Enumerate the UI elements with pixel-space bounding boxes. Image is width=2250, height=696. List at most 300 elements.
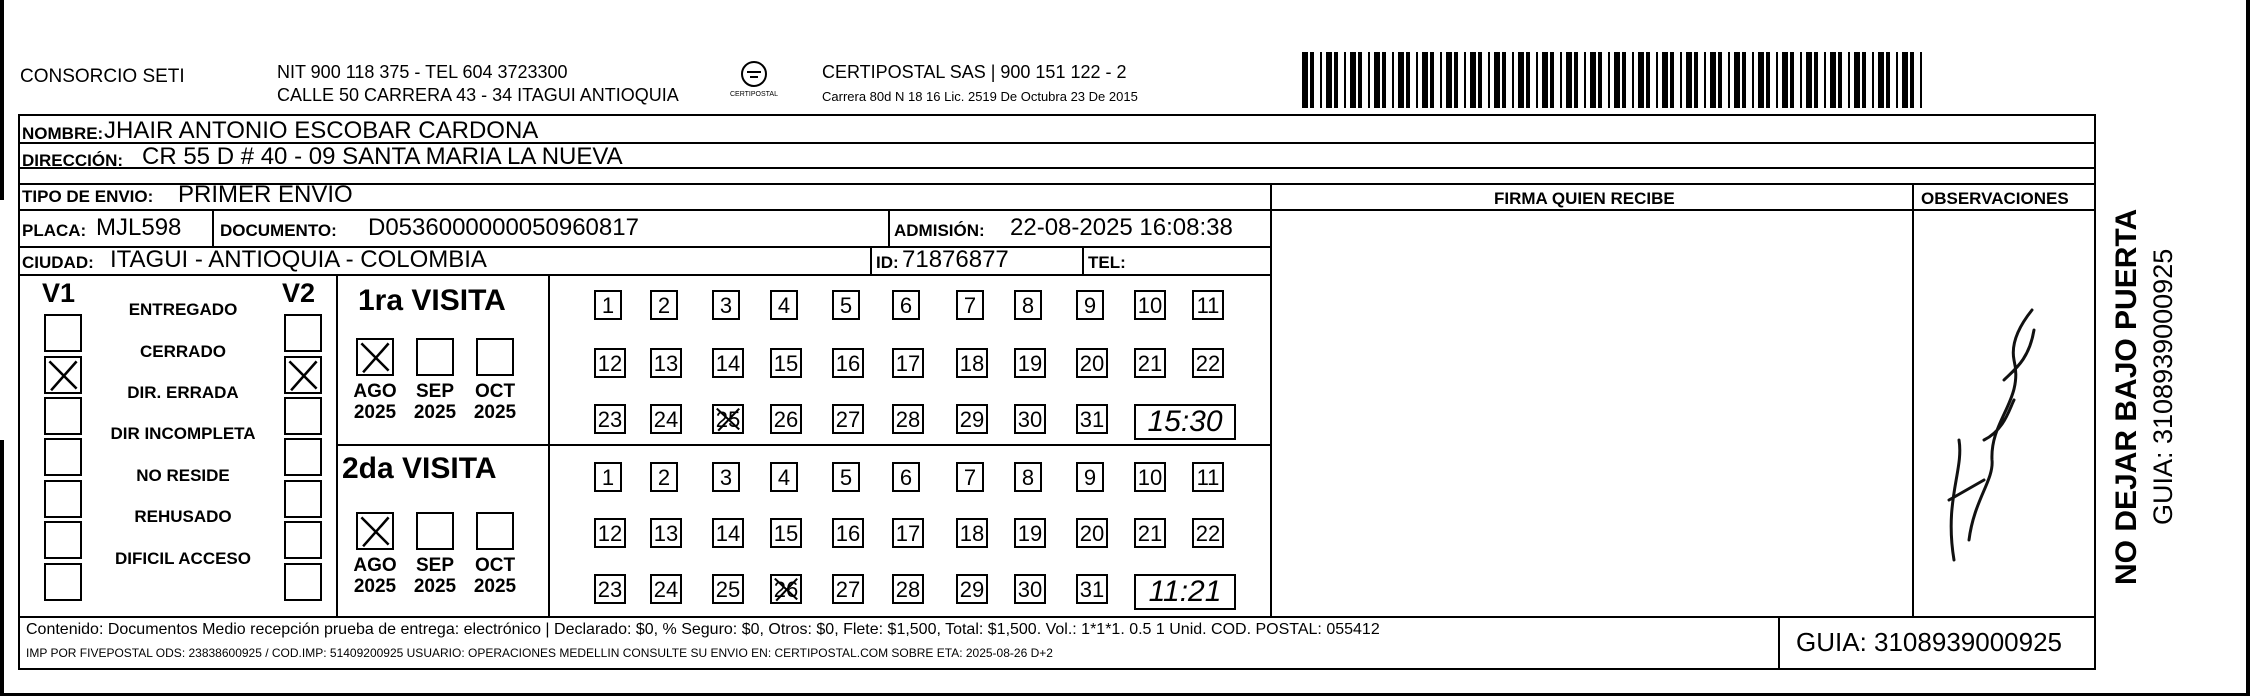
- day-number: 17: [895, 351, 921, 376]
- barcode-bar: [1350, 52, 1356, 108]
- col-divider: [1778, 616, 1780, 670]
- x-mark-icon: [46, 358, 80, 392]
- day-number: 30: [1017, 577, 1043, 602]
- day-number: 23: [597, 407, 623, 432]
- barcode-bar: [1742, 52, 1746, 108]
- id-label: ID:: [876, 253, 899, 272]
- barcode-bar: [1830, 52, 1836, 108]
- day-number: 27: [835, 577, 861, 602]
- status-label: DIR INCOMPLETA: [110, 424, 256, 443]
- barcode-bar: [1494, 52, 1500, 108]
- day-number: 19: [1017, 351, 1043, 376]
- barcode-bar: [1776, 52, 1778, 108]
- nombre-value: JHAIR ANTONIO ESCOBAR CARDONA: [104, 117, 539, 144]
- barcode-bar: [1662, 52, 1668, 108]
- status-label: DIFICIL ACCESO: [114, 549, 251, 568]
- barcode-bar: [1886, 52, 1890, 108]
- month-label: [405, 381, 465, 423]
- day-number: 12: [597, 521, 623, 546]
- day-cell[interactable]: [712, 462, 740, 492]
- barcode-bar: [1680, 52, 1682, 108]
- month-checkbox[interactable]: [416, 512, 454, 550]
- month-name: OCT: [474, 555, 516, 576]
- day-cell[interactable]: [712, 348, 744, 378]
- imp-line: IMP POR FIVEPOSTAL ODS: 23838600925 / COD.IMP: 51409200925 USUARIO: OPERACIONES MEDELLIN CONSULTE SU ENVIO EN: CERTIPOSTAL.COM SOBRE ETA: 2025-08-26 D+2: [26, 646, 1053, 660]
- day-number: 28: [895, 407, 921, 432]
- day-number: 20: [1079, 351, 1105, 376]
- day-number: 22: [1195, 351, 1221, 376]
- barcode-bar: [1374, 52, 1380, 108]
- no-dejar-bajo-puerta: NO DEJAR BAJO PUERTA: [2110, 208, 2143, 585]
- barcode-bar: [1406, 52, 1410, 108]
- day-cell[interactable]: [1014, 462, 1042, 492]
- barcode-bar: [1344, 52, 1346, 108]
- barcode-bar: [1646, 52, 1650, 108]
- barcode-bar: [1560, 52, 1562, 108]
- footer-guia: GUIA: 3108939000925: [1796, 627, 2062, 657]
- tel-label: TEL:: [1088, 253, 1126, 272]
- month-label: [465, 381, 525, 423]
- day-cell[interactable]: [1014, 574, 1046, 604]
- day-number: 26: [773, 407, 799, 432]
- day-cell[interactable]: [1076, 404, 1108, 434]
- barcode-bar: [1848, 52, 1850, 108]
- barcode-bar: [1392, 52, 1394, 108]
- day-number: 25: [715, 577, 741, 602]
- v2-checkbox[interactable]: [284, 314, 322, 352]
- tipo-envio-value: PRIMER ENVIO: [178, 181, 353, 208]
- col-divider: [548, 274, 550, 616]
- month-checkbox[interactable]: [356, 338, 394, 376]
- day-cell[interactable]: [1134, 462, 1166, 492]
- barcode-bar: [1766, 52, 1770, 108]
- barcode-bar: [1862, 52, 1866, 108]
- day-cell[interactable]: [1076, 348, 1108, 378]
- day-cell[interactable]: [770, 404, 802, 434]
- month-label: [405, 555, 465, 597]
- status-label: ENTREGADO: [128, 300, 238, 319]
- col-divider: [336, 274, 338, 616]
- v1-checkbox[interactable]: [44, 521, 82, 559]
- handwritten-signature: [1914, 300, 2074, 570]
- day-cell[interactable]: [1134, 348, 1166, 378]
- barcode-bar: [1302, 52, 1308, 108]
- nit-line: NIT 900 118 375 - TEL 604 3723300: [277, 62, 568, 82]
- month-checkbox[interactable]: [416, 338, 454, 376]
- barcode-bar: [1368, 52, 1370, 108]
- logo-text: CERTIPOSTAL: [730, 91, 778, 98]
- barcode-bar: [1430, 52, 1434, 108]
- barcode-bar: [1488, 52, 1490, 108]
- day-cell[interactable]: [1014, 290, 1042, 320]
- day-number: 9: [1083, 465, 1097, 490]
- month-checkbox[interactable]: [476, 512, 514, 550]
- day-number: 1: [601, 465, 615, 490]
- day-cell[interactable]: [956, 574, 988, 604]
- day-number: 11: [1196, 293, 1220, 318]
- barcode-bar: [1446, 52, 1452, 108]
- day-number: 19: [1017, 521, 1043, 546]
- scan-right-edge: [2246, 0, 2250, 696]
- day-cell[interactable]: [770, 290, 798, 320]
- barcode-bar: [1590, 52, 1596, 108]
- barcode-bar: [1896, 52, 1898, 108]
- barcode-bar: [1608, 52, 1610, 108]
- handwritten-time: 15:30: [1147, 405, 1223, 438]
- time-box[interactable]: [1134, 404, 1236, 440]
- day-cell[interactable]: [1076, 518, 1108, 548]
- month-label: [345, 555, 405, 597]
- day-cell[interactable]: [1014, 348, 1046, 378]
- barcode-bar: [1790, 52, 1794, 108]
- day-number: 10: [1137, 465, 1163, 490]
- v2-label: V2: [282, 278, 316, 308]
- day-cell[interactable]: [892, 574, 924, 604]
- day-cell[interactable]: [892, 290, 920, 320]
- day-cell[interactable]: [956, 518, 988, 548]
- barcode-bar: [1614, 52, 1620, 108]
- barcode-bar: [1470, 52, 1476, 108]
- barcode-bar: [1622, 52, 1626, 108]
- visit2-title: 2da VISITA: [342, 452, 497, 485]
- day-number: 23: [597, 577, 623, 602]
- barcode-bar: [1638, 52, 1644, 108]
- row-divider: [18, 209, 2096, 211]
- barcode-bar: [1382, 52, 1386, 108]
- day-number: 22: [1195, 521, 1221, 546]
- day-cell[interactable]: [712, 404, 744, 434]
- x-mark-icon: [286, 358, 320, 392]
- day-number: 3: [719, 465, 733, 490]
- day-number: 3: [719, 293, 733, 318]
- day-number: 4: [777, 465, 791, 490]
- day-cell[interactable]: [1192, 290, 1224, 320]
- day-number: 14: [715, 521, 741, 546]
- status-label: CERRADO: [140, 342, 226, 361]
- day-cell[interactable]: [594, 462, 622, 492]
- day-number: 27: [835, 407, 861, 432]
- day-number: 14: [715, 351, 741, 376]
- barcode-bar: [1782, 52, 1788, 108]
- month-label: [465, 555, 525, 597]
- admision-value: 22-08-2025 16:08:38: [1010, 214, 1233, 241]
- day-number: 24: [653, 407, 679, 432]
- barcode-bar: [1824, 52, 1826, 108]
- barcode-bar: [1320, 52, 1322, 108]
- barcode-bar: [1310, 52, 1314, 108]
- month-name: AGO: [353, 381, 397, 402]
- day-cell[interactable]: [1076, 462, 1104, 492]
- day-number: 17: [895, 521, 921, 546]
- day-number: 20: [1079, 521, 1105, 546]
- day-cell[interactable]: [832, 518, 864, 548]
- tipo-envio-label: TIPO DE ENVIO:: [22, 187, 154, 206]
- barcode-bar: [1656, 52, 1658, 108]
- barcode-bar: [1536, 52, 1538, 108]
- day-number: 6: [899, 293, 913, 318]
- month-name: SEP: [415, 381, 455, 402]
- day-number: 7: [963, 293, 977, 318]
- placa-label: PLACA:: [22, 221, 87, 240]
- barcode-bar: [1910, 52, 1914, 108]
- day-cell[interactable]: [1076, 574, 1108, 604]
- day-number: 29: [959, 407, 985, 432]
- barcode-bar: [1502, 52, 1506, 108]
- barcode-bar: [1878, 52, 1884, 108]
- col-divider: [1082, 246, 1084, 274]
- contenido-line: Contenido: Documentos Medio recepción prueba de entrega: electrónico | Declarado: $0, % Seguro: $0, Otros: $0, Flete: $1,500, Total: $1,500. Vol.: 1*1*1. 0.5 1 Unid. COD. POSTAL: 055412: [26, 621, 1380, 638]
- barcode-bar: [1398, 52, 1404, 108]
- v2-checkbox[interactable]: [284, 521, 322, 559]
- day-number: 2: [657, 293, 671, 318]
- barcode-bar: [1902, 52, 1908, 108]
- month-name: OCT: [474, 381, 516, 402]
- barcode-bar: [1710, 52, 1716, 108]
- day-cell[interactable]: [594, 574, 626, 604]
- day-number: 11: [1196, 465, 1220, 490]
- barcode-bar: [1518, 52, 1524, 108]
- barcode-bar: [1752, 52, 1754, 108]
- barcode-bar: [1694, 52, 1698, 108]
- x-mark-icon: [772, 576, 800, 602]
- barcode-bar: [1478, 52, 1482, 108]
- documento-label: DOCUMENTO:: [220, 221, 337, 240]
- v1-checkbox[interactable]: [44, 563, 82, 601]
- day-cell[interactable]: [832, 574, 864, 604]
- day-cell[interactable]: [1076, 290, 1104, 320]
- barcode-bar: [1632, 52, 1634, 108]
- day-number: 25: [715, 407, 741, 432]
- day-cell[interactable]: [832, 348, 864, 378]
- day-cell[interactable]: [956, 404, 988, 434]
- day-cell[interactable]: [892, 518, 924, 548]
- barcode-bar: [1872, 52, 1874, 108]
- certipostal-line: CERTIPOSTAL SAS | 900 151 122 - 2: [822, 62, 1127, 82]
- barcode-bar: [1734, 52, 1740, 108]
- v2-checkbox[interactable]: [284, 397, 322, 435]
- barcode-bar: [1526, 52, 1530, 108]
- observaciones-label: OBSERVACIONES: [1921, 189, 2069, 208]
- day-number: 16: [835, 351, 861, 376]
- day-cell[interactable]: [650, 404, 682, 434]
- company-name: CONSORCIO SETI: [20, 66, 185, 87]
- barcode-bar: [1422, 52, 1428, 108]
- barcode-bar: [1358, 52, 1362, 108]
- day-cell[interactable]: [650, 462, 678, 492]
- day-cell[interactable]: [712, 290, 740, 320]
- month-checkbox[interactable]: [356, 512, 394, 550]
- v1-checkbox[interactable]: [44, 480, 82, 518]
- v1-label: V1: [42, 278, 76, 308]
- barcode-bar: [1326, 52, 1332, 108]
- barcode-bar: [1670, 52, 1674, 108]
- month-year: 2025: [473, 402, 517, 423]
- barcode-bar: [1416, 52, 1418, 108]
- barcode-bar: [1718, 52, 1722, 108]
- month-year: 2025: [353, 576, 397, 597]
- col-divider: [888, 209, 890, 246]
- barcode-bar: [1686, 52, 1692, 108]
- month-name: AGO: [353, 555, 397, 576]
- firma-label: FIRMA QUIEN RECIBE: [1494, 189, 1675, 208]
- barcode-bar: [1854, 52, 1860, 108]
- barcode-bar: [1454, 52, 1458, 108]
- day-cell[interactable]: [650, 290, 678, 320]
- day-cell[interactable]: [770, 462, 798, 492]
- barcode-bar: [1542, 52, 1548, 108]
- barcode-bar: [1512, 52, 1514, 108]
- v2-checkbox[interactable]: [284, 438, 322, 476]
- day-cell[interactable]: [650, 574, 682, 604]
- month-year: 2025: [353, 402, 397, 423]
- day-number: 8: [1021, 293, 1035, 318]
- x-mark-icon: [714, 406, 742, 432]
- col-divider: [1270, 183, 1272, 616]
- day-cell[interactable]: [594, 290, 622, 320]
- day-number: 2: [657, 465, 671, 490]
- barcode-bar: [1550, 52, 1554, 108]
- day-number: 13: [653, 521, 679, 546]
- day-number: 9: [1083, 293, 1097, 318]
- time-box[interactable]: [1134, 574, 1236, 610]
- day-number: 5: [839, 465, 853, 490]
- placa-value: MJL598: [96, 214, 182, 241]
- license-line: Carrera 80d N 18 16 Lic. 2519 De Octubra 23 De 2015: [822, 89, 1138, 104]
- day-cell[interactable]: [832, 462, 860, 492]
- day-cell[interactable]: [1192, 348, 1224, 378]
- barcode-bar: [1800, 52, 1802, 108]
- day-cell[interactable]: [1134, 518, 1166, 548]
- day-cell[interactable]: [1134, 290, 1166, 320]
- v2-checkbox[interactable]: [284, 480, 322, 518]
- documento-value: D0536000000050960817: [368, 214, 639, 241]
- barcode-bar: [1574, 52, 1578, 108]
- day-cell[interactable]: [956, 290, 984, 320]
- day-cell[interactable]: [892, 348, 924, 378]
- day-cell[interactable]: [712, 518, 744, 548]
- day-cell[interactable]: [832, 290, 860, 320]
- day-cell[interactable]: [892, 462, 920, 492]
- day-cell[interactable]: [594, 404, 626, 434]
- barcode-bar: [1814, 52, 1818, 108]
- status-label: DIR. ERRADA: [127, 383, 239, 402]
- day-cell[interactable]: [594, 348, 626, 378]
- day-cell[interactable]: [770, 518, 802, 548]
- col-divider: [870, 246, 872, 274]
- visit1-title: 1ra VISITA: [358, 284, 506, 317]
- day-cell[interactable]: [956, 462, 984, 492]
- day-cell[interactable]: [770, 574, 802, 604]
- barcode-bar: [1584, 52, 1586, 108]
- day-cell[interactable]: [1014, 404, 1046, 434]
- footer-divider: [18, 616, 2096, 618]
- address-line: CALLE 50 CARRERA 43 - 34 ITAGUI ANTIOQUIA: [277, 85, 679, 105]
- barcode-bar: [1838, 52, 1842, 108]
- barcode-bar: [1806, 52, 1812, 108]
- day-cell[interactable]: [892, 404, 924, 434]
- v2-checkbox[interactable]: [284, 356, 322, 394]
- v1-checkbox[interactable]: [44, 356, 82, 394]
- v1-checkbox[interactable]: [44, 397, 82, 435]
- day-cell[interactable]: [712, 574, 744, 604]
- day-number: 18: [959, 351, 985, 376]
- status-label: NO RESIDE: [136, 466, 230, 485]
- day-cell[interactable]: [650, 348, 682, 378]
- day-number: 12: [597, 351, 623, 376]
- day-number: 29: [959, 577, 985, 602]
- direccion-value: CR 55 D # 40 - 09 SANTA MARIA LA NUEVA: [142, 143, 623, 170]
- day-cell[interactable]: [1192, 462, 1224, 492]
- col-divider: [212, 209, 214, 246]
- month-name: SEP: [415, 555, 455, 576]
- barcode-bar: [1334, 52, 1338, 108]
- day-number: 18: [959, 521, 985, 546]
- barcode-bar: [1704, 52, 1706, 108]
- v1-checkbox[interactable]: [44, 314, 82, 352]
- day-cell[interactable]: [594, 518, 626, 548]
- scan-left-edge: [0, 0, 4, 200]
- day-number: 24: [653, 577, 679, 602]
- barcode-bar: [1920, 52, 1922, 108]
- day-number: 7: [963, 465, 977, 490]
- day-cell[interactable]: [956, 348, 988, 378]
- v2-checkbox[interactable]: [284, 563, 322, 601]
- x-mark-icon: [358, 514, 392, 548]
- month-year: 2025: [413, 576, 457, 597]
- side-guia: GUIA: 3108939000925: [2148, 248, 2178, 525]
- day-number: 31: [1079, 577, 1105, 602]
- ciudad-value: ITAGUI - ANTIOQUIA - COLOMBIA: [110, 246, 487, 273]
- signature-area: [1914, 300, 2074, 570]
- day-number: 1: [601, 293, 615, 318]
- visit-divider: [336, 444, 1270, 446]
- v1-checkbox[interactable]: [44, 438, 82, 476]
- day-number: 13: [653, 351, 679, 376]
- admision-label: ADMISIÓN:: [894, 221, 985, 240]
- day-cell[interactable]: [1192, 518, 1224, 548]
- day-cell[interactable]: [770, 348, 802, 378]
- barcode-bar: [1598, 52, 1602, 108]
- day-number: 8: [1021, 465, 1035, 490]
- barcode-bar: [1758, 52, 1764, 108]
- status-label: REHUSADO: [134, 507, 232, 526]
- day-number: 31: [1079, 407, 1105, 432]
- day-number: 4: [777, 293, 791, 318]
- day-cell[interactable]: [832, 404, 864, 434]
- day-number: 6: [899, 465, 913, 490]
- month-checkbox[interactable]: [476, 338, 514, 376]
- handwritten-time: 11:21: [1148, 575, 1222, 608]
- certipostal-logo-icon: [728, 58, 780, 104]
- barcode: [1302, 52, 1930, 108]
- day-number: 5: [839, 293, 853, 318]
- scan-left-edge-lower: [0, 440, 4, 696]
- month-label: [345, 381, 405, 423]
- day-number: 15: [773, 351, 799, 376]
- barcode-bar: [1566, 52, 1572, 108]
- day-cell[interactable]: [1014, 518, 1046, 548]
- month-year: 2025: [473, 576, 517, 597]
- barcode-bar: [1728, 52, 1730, 108]
- day-number: 21: [1137, 351, 1163, 376]
- day-cell[interactable]: [650, 518, 682, 548]
- month-year: 2025: [413, 402, 457, 423]
- day-number: 26: [773, 577, 799, 602]
- barcode-bar: [1440, 52, 1442, 108]
- day-number: 21: [1137, 521, 1163, 546]
- nombre-label: NOMBRE:: [22, 124, 104, 143]
- x-mark-icon: [358, 340, 392, 374]
